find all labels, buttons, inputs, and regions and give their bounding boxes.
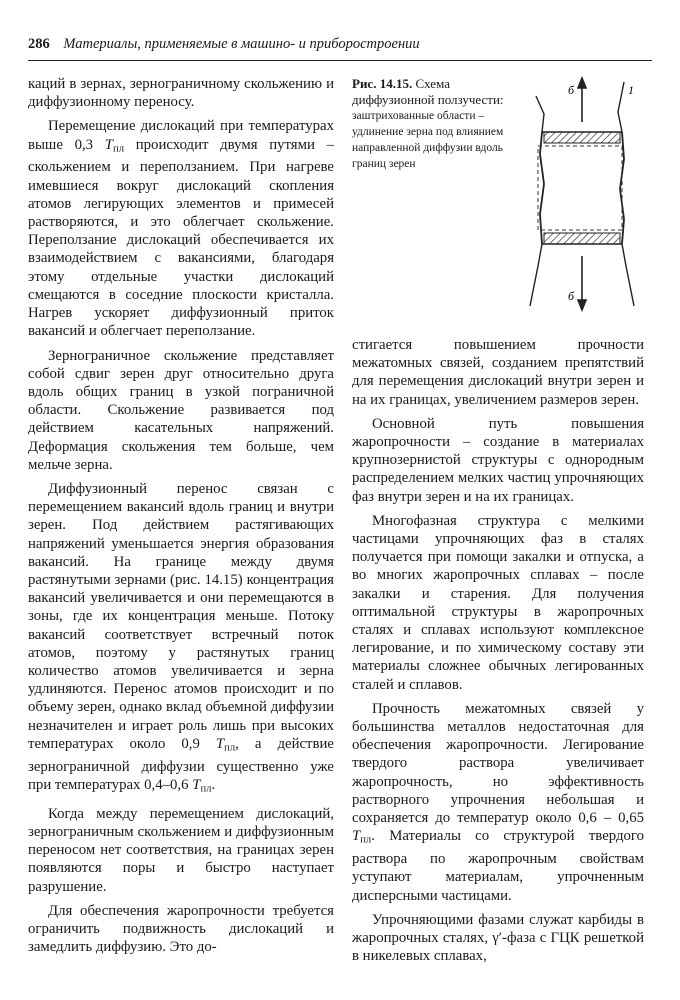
stress-arrows [578, 78, 586, 310]
left-column [28, 75, 334, 962]
sigma-label-top: б [568, 83, 575, 97]
paragraph: Основной путь повышения жаропрочности – создание в материалах крупнозернистой структуры с однородным распределением мелких частиц упрочняющих фаз внутри зерен и на их границах. [352, 415, 644, 505]
header-rule [28, 60, 652, 61]
arrow-up-icon [578, 78, 586, 88]
sigma-label-bottom: б [568, 289, 575, 303]
paragraph: Зернограничное скольжение представляет собой сдвиг зерен друг относительно друга вдоль общих границ в узкой пограничной области. Скольжение развивается под действием касательных напряжений. Деформация скольжения тем больше, чем мельче зерна. [28, 347, 334, 473]
paragraph: Перемещение дислокаций при температурах выше 0,3 $T_{пл}$ происходит двумя путями – скольжением и переползанием. При нагреве имевшиеся вокруг дислокаций скопления атомов легирующих элементов и примесей растворяются, и это облегчает скольжение. Переползание дислокаций обеспечивается их взаимодействием с вакансиями, благодаря этому отдельные участки дислокаций смещаются в соседние плоскости кристалла. Нагрев ускоряет диффузионный приток вакансий и облегчает переползание. [28, 118, 334, 340]
callout-label: 1 [628, 83, 634, 97]
paragraph: Многофазная структура с мелкими частицами упрочняющих фаз в сталях получается при помощи закалки и отпуска, а во многих жаропрочных сплавах – после закалки и старения. Для получения оптимальной структуры в жаропрочных сталях и сплавах используют комплексное легирование, и по химическому составу эти материалы сложнее обычных легированных сталей и сплавов. [352, 512, 644, 693]
figure-title: Схема диффузионной ползучести: [352, 76, 504, 107]
paragraph: каций в зернах, зернограничному скольжению и диффузионному переносу. [28, 76, 334, 111]
figure-caption [352, 76, 530, 171]
figure-label: Рис. 14.15. [352, 76, 413, 91]
page-number: 286 [28, 36, 50, 52]
hatched-zone-top [544, 132, 620, 143]
running-header [28, 36, 648, 58]
paragraph: Для обеспечения жаропрочности требуется ограничить подвижность дислокаций и замедлить диффузию. Это до- [28, 902, 334, 956]
figure-description: заштрихованные области – удлинение зерна под влиянием направленной диффузии вдоль границ зерен [352, 110, 504, 170]
running-title: Материалы, применяемые в машино- и приборостроении [63, 36, 420, 52]
paragraph: Прочность межатомных связей у большинства металлов недостаточная для обеспечения жаропрочности. Легирование твердого раствора увеличивает жаропрочность, но эффективность растворного упрочнения небольшая и сохраняется до температур около 0,6 – 0,65 $T_{пл}$. Материалы со структурой твердого раствора по жаропрочным свойствам уступают материалам, упрочненным дисперсными частицами. [352, 700, 644, 904]
diffusion-creep-diagram [528, 74, 648, 324]
hatched-zone-bottom [544, 233, 620, 244]
initial-grain-dashed [538, 146, 622, 230]
paragraph: Диффузионный перенос связан с перемещением вакансий вдоль границ и внутри зерен. Под действием растягивающих напряжений уменьшается энергия образования вакансий. На границе между двумя растянутыми зернами (рис. 14.15) концентрация вакансий увеличивается и они перемещаются в зоны, где их концентрация меньше. Потоку вакансий соответствует встречный поток атомов, поэтому у растянутых границ количество атомов увеличивается и зерна удлиняются. Перенос атомов происходит и по объему зерен, однако вклад объемной диффузии незначителен и играет роль лишь при высоких температурах около 0,9 $T_{пл}$, а действие зернограничной диффузии существенно уже при температурах 0,4–0,6 $T_{пл}$. [28, 480, 334, 795]
right-column [352, 336, 644, 971]
arrow-down-icon [578, 300, 586, 310]
paragraph: Упрочняющими фазами служат карбиды в жаропрочных сталях, γ′-фаза с ГЦК решеткой в никелевых сплавах, [352, 911, 644, 965]
grain-outline [540, 132, 624, 244]
paragraph: Когда между перемещением дислокаций, зернограничным скольжением и диффузионным переносом нет соответствия, на границах зерен появляются поры и быстро наступает разрушение. [28, 805, 334, 895]
paragraph: стигается повышением прочности межатомных связей, созданием препятствий для перемещения дислокаций внутри зерен и на их границах, увеличением размеров зерен. [352, 337, 644, 408]
